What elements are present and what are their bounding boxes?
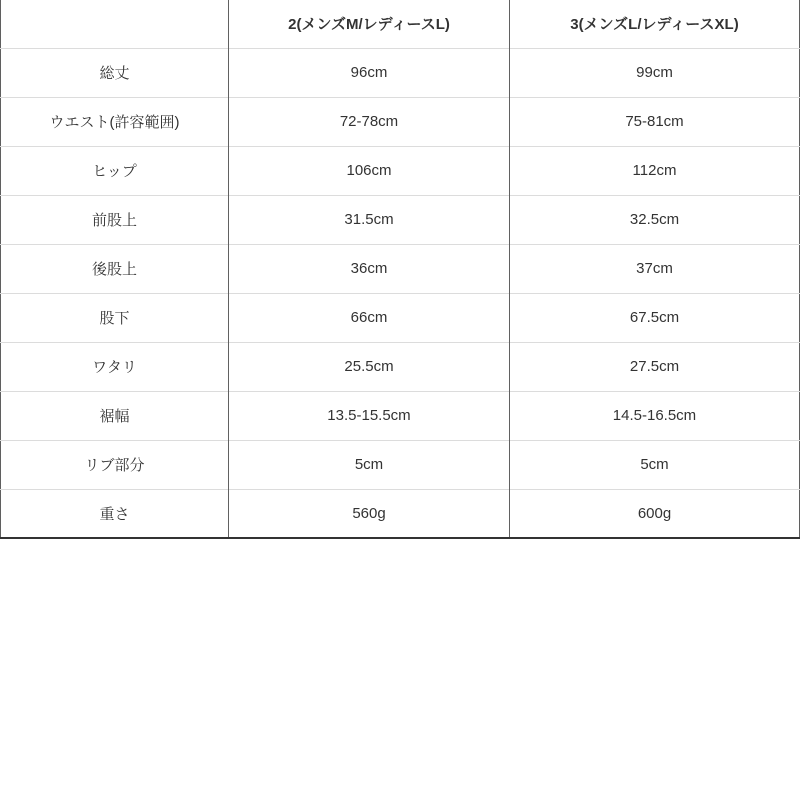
row-label: ヒップ [1,146,229,195]
cell-size-2: 72-78cm [229,97,510,146]
row-label: 前股上 [1,195,229,244]
row-label: ウエスト(許容範囲) [1,97,229,146]
cell-size-3: 67.5cm [510,293,800,342]
row-label: 裾幅 [1,391,229,440]
cell-size-2: 106cm [229,146,510,195]
row-label: 総丈 [1,48,229,97]
row-label: 後股上 [1,244,229,293]
cell-size-2: 31.5cm [229,195,510,244]
cell-size-3: 112cm [510,146,800,195]
cell-size-2: 66cm [229,293,510,342]
table-row [1,391,800,440]
row-label: 股下 [1,293,229,342]
cell-size-3: 99cm [510,48,800,97]
cell-size-3: 600g [510,489,800,538]
row-label: ワタリ [1,342,229,391]
cell-size-2: 560g [229,489,510,538]
table-row [1,244,800,293]
table-row [1,146,800,195]
cell-size-3: 32.5cm [510,195,800,244]
cell-size-3: 27.5cm [510,342,800,391]
size-chart-body [1,48,800,538]
table-row [1,489,800,538]
table-row [1,48,800,97]
header-cell-empty [1,0,229,48]
table-row [1,342,800,391]
cell-size-3: 75-81cm [510,97,800,146]
cell-size-2: 13.5-15.5cm [229,391,510,440]
table-row [1,293,800,342]
cell-size-2: 25.5cm [229,342,510,391]
table-row [1,440,800,489]
header-cell-size-2: 2(メンズM/レディースL) [229,0,510,48]
table-row [1,195,800,244]
row-label: 重さ [1,489,229,538]
cell-size-2: 96cm [229,48,510,97]
row-label: リブ部分 [1,440,229,489]
header-row [1,0,800,48]
cell-size-2: 5cm [229,440,510,489]
cell-size-3: 14.5-16.5cm [510,391,800,440]
header-cell-size-3: 3(メンズL/レディースXL) [510,0,800,48]
cell-size-3: 37cm [510,244,800,293]
cell-size-2: 36cm [229,244,510,293]
table-row [1,97,800,146]
cell-size-3: 5cm [510,440,800,489]
